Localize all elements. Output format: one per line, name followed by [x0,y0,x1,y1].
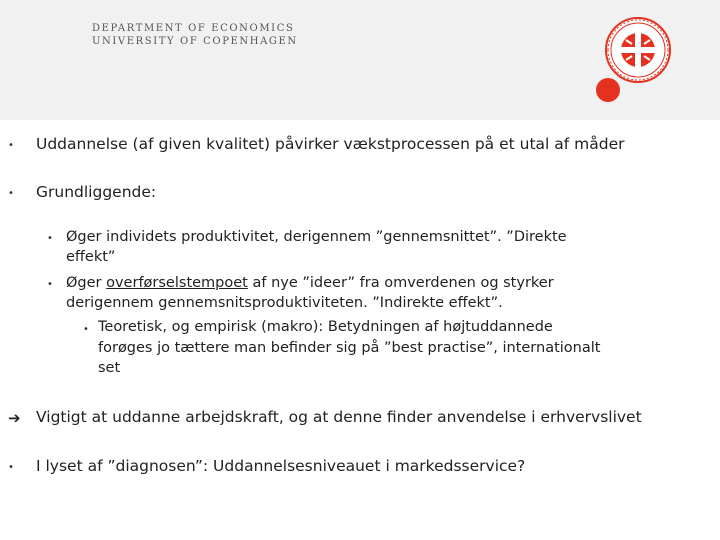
department-heading [92,22,298,48]
sub-sub-bullet-line3: set [98,360,121,376]
bullet-diagnosis: I lyset af ”diagnosen”: Uddannelsesniveauet i markedsservice? [36,457,526,475]
slide-header [0,0,720,120]
bullet-education-growth: Uddannelse (af given kvalitet) påvirker vækstprocessen på et utal af måder [36,135,625,153]
sub-bullet-direct-effect-line1: Øger individets produktivitet, derigennem ”gennemsnittet”. ”Direkte [66,229,567,245]
sub-sub-bullet-line2: forøges jo tættere man befinder sig på ”best practise”, internationalt [98,340,601,356]
sub-bullet-marker: • [47,279,53,290]
sub-sub-bullet-line1: Teoretisk, og empirisk (makro): Betydningen af højtuddannede [98,319,553,335]
department-name: DEPARTMENT OF ECONOMICS [92,23,295,34]
sub-bullet-direct-effect-line2: effekt” [66,249,116,265]
sub-bullet-text: Øger [66,275,107,291]
university-seal-icon [586,8,686,113]
bullet-marker: • [8,188,14,199]
bullet-fundamental: Grundliggende: [36,183,157,201]
sub-sub-bullet-marker: • [83,324,89,335]
bullet-marker: • [8,462,14,473]
university-name: UNIVERSITY OF COPENHAGEN [92,36,298,47]
underlined-term: overførselstempoet [106,275,248,291]
sub-bullet-text: af nye ”ideer” fra omverdenen og styrker [247,275,554,291]
sub-bullet-indirect-effect-line2: derigennem gennemsnitsproduktiviteten. ”Indirekte effekt”. [66,295,503,311]
right-arrow-icon: ➔ [8,409,21,427]
sub-bullet-indirect-effect-line1 [66,275,554,291]
bullet-marker: • [8,140,14,151]
sub-bullet-marker: • [47,233,53,244]
conclusion-line: Vigtigt at uddanne arbejdskraft, og at denne finder anvendelse i erhvervslivet [36,408,642,426]
